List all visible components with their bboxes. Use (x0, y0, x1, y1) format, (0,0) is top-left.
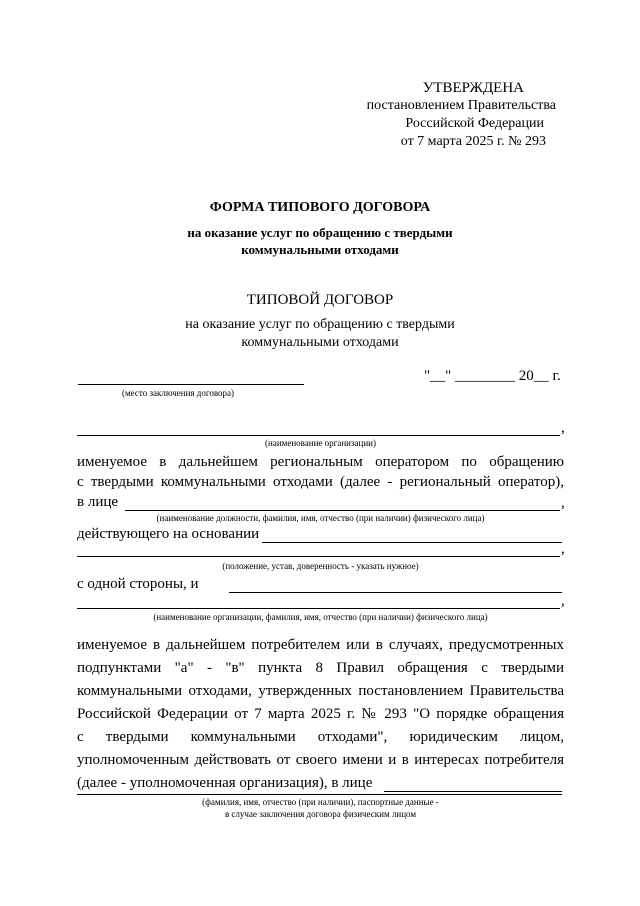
date-blank[interactable]: "__" ________ 20__ г. (424, 368, 561, 384)
contract-subtitle-line-1: на оказание услуг по обращению с твердыми (185, 317, 455, 332)
other-party-blank-line-2[interactable] (77, 608, 560, 609)
form-subtitle-line-2: коммунальными отходами (241, 242, 399, 257)
consumer-in-person-blank-line-1[interactable] (384, 791, 562, 792)
other-party-label: с одной стороны, и (77, 576, 199, 592)
org-name-blank-line[interactable] (77, 435, 560, 436)
contract-title: ТИПОВОЙ ДОГОВОР (246, 292, 394, 308)
in-person-label: в лице (77, 494, 119, 510)
acting-basis-blank-line-2[interactable] (77, 556, 560, 557)
contract-subtitle (0, 316, 640, 352)
comma: , (561, 420, 565, 436)
acting-basis-label: действующего на основании (77, 526, 260, 542)
consumer-text-line-4: Российской Федерации от 7 марта 2025 г. № 293 "О порядке обращения (77, 706, 564, 722)
acting-basis-caption: (положение, устав, доверенность - указать нужное) (222, 561, 419, 571)
contract-subtitle-line-2: коммунальными отходами (241, 335, 399, 350)
acting-basis-blank-line-1[interactable] (262, 542, 562, 543)
approved-line-2: Российской Федерации (405, 116, 544, 131)
approved-title: УТВЕРЖДЕНА (422, 80, 524, 96)
comma: , (561, 593, 565, 609)
comma: , (561, 541, 565, 557)
consumer-text-line-1: именуемое в дальнейшем потребителем или в случаях, предусмотренных (77, 637, 564, 653)
consumer-text-line-6: уполномоченным действовать от своего имени и в интересах потребителя (77, 752, 564, 768)
org-name-caption: (наименование организации) (265, 438, 376, 448)
form-title: ФОРМА ТИПОВОГО ДОГОВОРА (209, 200, 431, 215)
org-text-line-1: именуемое в дальнейшем региональным оператором по обращению (77, 454, 564, 470)
form-subtitle (0, 224, 640, 258)
form-subtitle-line-1: на оказание услуг по обращению с твердыми (187, 225, 453, 240)
other-party-caption: (наименование организации, фамилия, имя, отчество (при наличии) физического лица) (153, 612, 488, 622)
consumer-caption-line-2: в случае заключения договора физическим лицом (224, 809, 417, 819)
in-person-blank-line[interactable] (125, 510, 560, 511)
consumer-text-line-3: коммунальными отходами, утвержденных постановлением Правительства (77, 683, 564, 699)
other-party-blank-line-1[interactable] (229, 592, 562, 593)
org-text-line-2: с твердыми коммунальными отходами (далее - региональный оператор), (77, 474, 564, 490)
consumer-text-line-5: с твердыми коммунальными отходами", юридическим лицом, (77, 729, 564, 745)
place-blank-line[interactable] (78, 384, 304, 385)
consumer-caption-line-1: (фамилия, имя, отчество (при наличии), паспортные данные - (202, 797, 439, 807)
in-person-caption: (наименование должности, фамилия, имя, отчество (при наличии) физического лица) (156, 513, 485, 523)
consumer-text-line-2: подпунктами "а" - "в" пункта 8 Правил обращения с твердыми (77, 660, 564, 676)
comma: , (561, 495, 565, 511)
approved-line-1: постановлением Правительства (366, 98, 556, 113)
consumer-text-line-7: (далее - уполномоченная организация), в лице (77, 775, 373, 791)
consumer-in-person-blank-line-2[interactable] (77, 794, 562, 795)
approved-line-3: от 7 марта 2025 г. № 293 (400, 134, 546, 149)
place-caption: (место заключения договора) (121, 388, 235, 398)
